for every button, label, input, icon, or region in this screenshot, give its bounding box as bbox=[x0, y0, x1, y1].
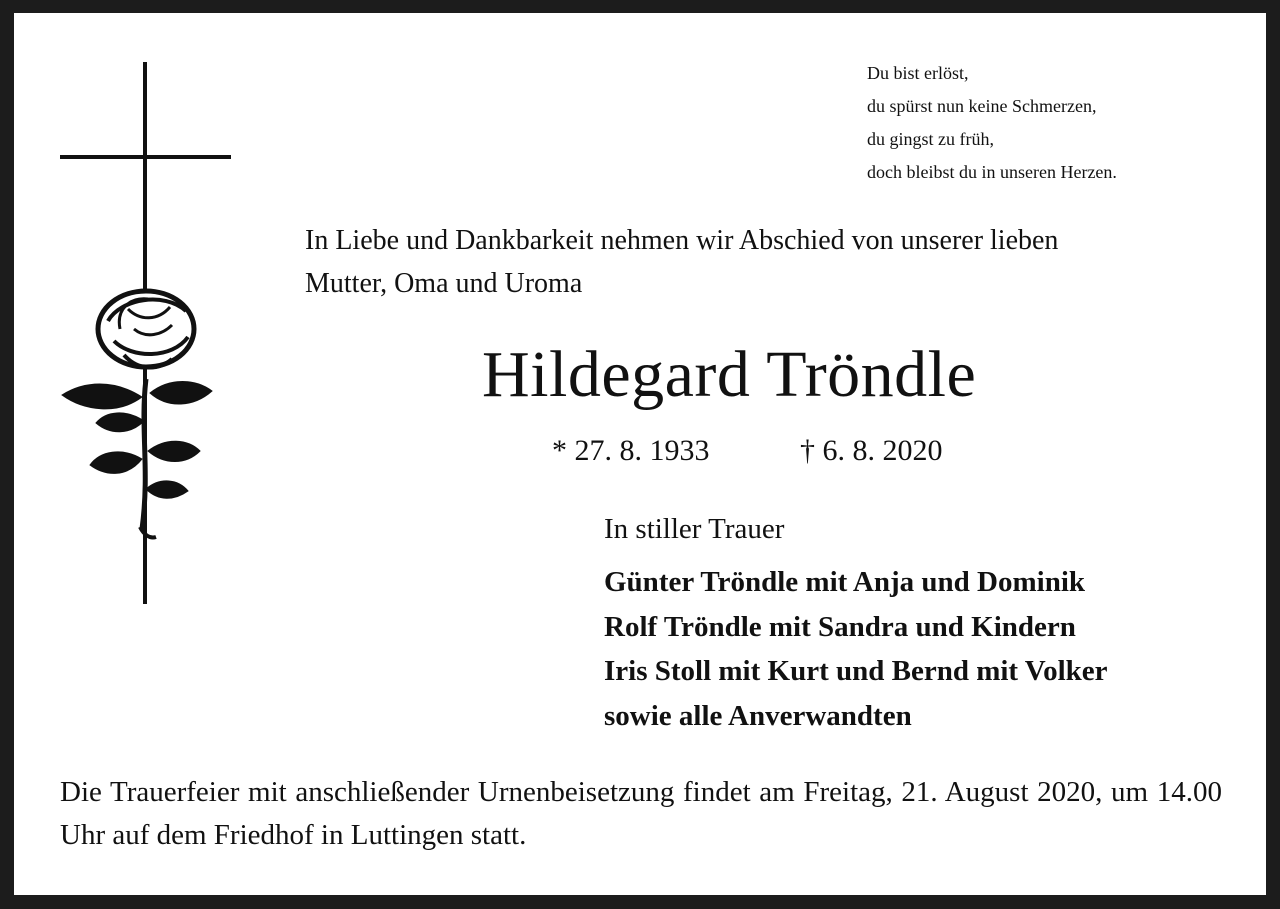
cross-with-rose bbox=[54, 59, 244, 619]
mourner-line: sowie alle Anverwandten bbox=[604, 699, 912, 732]
mourner-line: Iris Stoll mit Kurt und Bernd mit Volker bbox=[604, 655, 1108, 687]
mourner-list bbox=[604, 560, 1108, 738]
poem-line: Du bist erlöst, bbox=[867, 63, 969, 83]
poem-line: du gingst zu früh, bbox=[867, 129, 994, 149]
deceased-name: Hildegard Tröndle bbox=[482, 338, 977, 411]
poem-line: du spürst nun keine Schmerzen, bbox=[867, 96, 1097, 116]
intro-line: Mutter, Oma und Uroma bbox=[305, 268, 583, 299]
rose-icon bbox=[62, 291, 212, 538]
intro-line: In Liebe und Dankbarkeit nehmen wir Abschied von unserer lieben bbox=[305, 225, 1059, 256]
poem bbox=[867, 57, 1117, 189]
mourner-line: Günter Tröndle mit Anja und Dominik bbox=[604, 566, 1086, 598]
poem-line: doch bleibst du in unseren Herzen. bbox=[867, 162, 1117, 182]
death-date: † 6. 8. 2020 bbox=[800, 434, 943, 467]
intro-text bbox=[305, 219, 1235, 305]
mourning-heading: In stiller Trauer bbox=[604, 513, 785, 545]
obituary-card bbox=[14, 13, 1266, 895]
birth-date: * 27. 8. 1933 bbox=[552, 434, 710, 467]
mourner-line: Rolf Tröndle mit Sandra und Kindern bbox=[604, 610, 1076, 643]
funeral-notice: Die Trauerfeier mit anschließender Urnenbeisetzung findet am Freitag, 21. August 2020, um 14.00 Uhr auf dem Friedhof in Luttingen statt. bbox=[60, 776, 1222, 851]
